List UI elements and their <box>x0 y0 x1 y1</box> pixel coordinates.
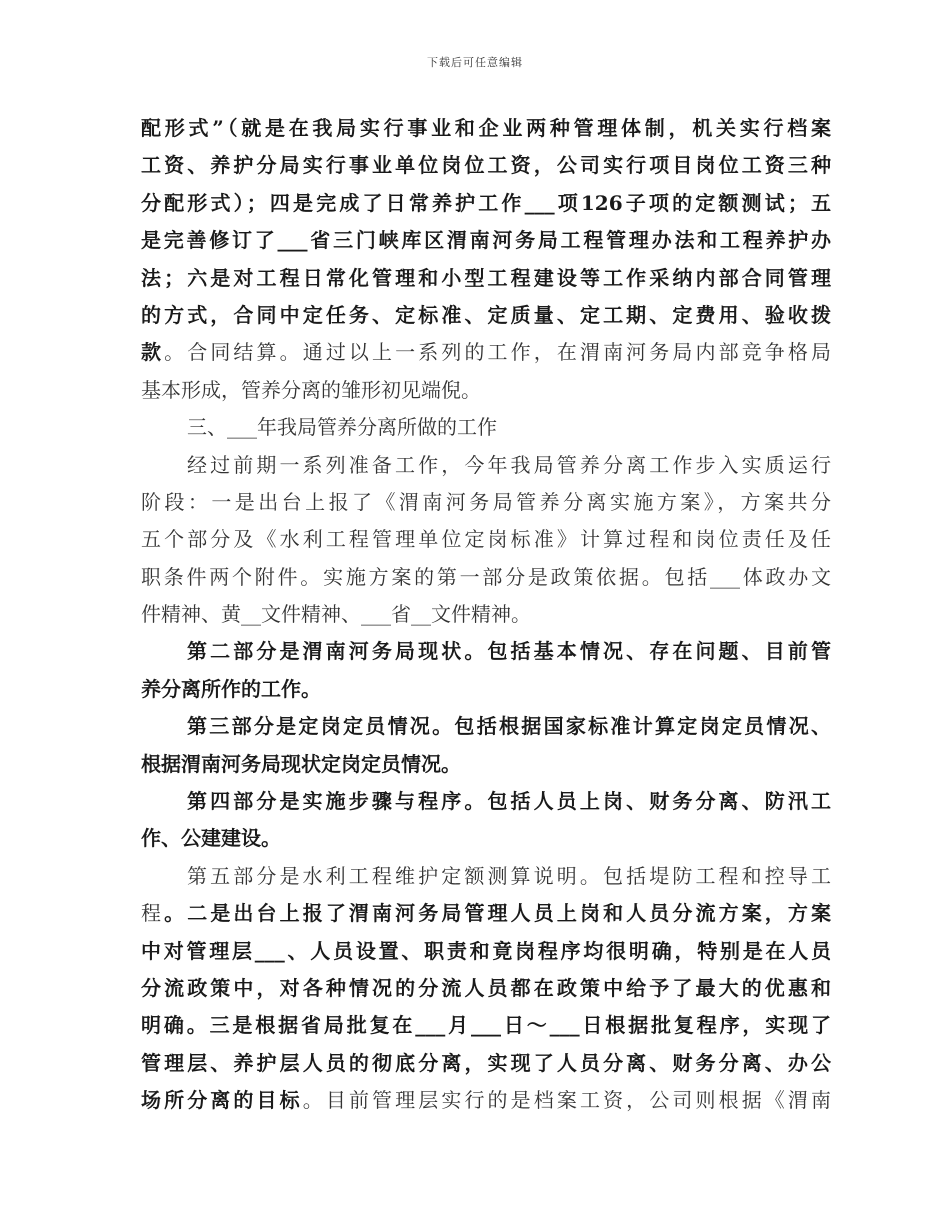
text-line: 第五部分是水利工程维护定额测算说明。包括堤防工程和控导工 <box>187 863 831 888</box>
text-line: 法；六是对工程日常化管理和小型工程建设等工作采纳内部合同管理 <box>141 265 831 290</box>
text-line: 作、公建建设。 <box>141 826 281 851</box>
text-line: 基本形成，管养分离的雏形初见端倪。 <box>141 377 481 402</box>
text-line: 第三部分是定岗定员情况。包括根据国家标准计算定岗定员情况、 <box>187 714 831 739</box>
text-line: 的方式，合同中定任务、定标准、定质量、定工期、定费用、验收拨 <box>141 302 831 327</box>
text-line: 款。合同结算。通过以上一系列的工作，在渭南河务局内部竞争格局 <box>141 340 832 365</box>
text-line: 是完善修订了___省三门峡库区渭南河务局工程管理办法和工程养护办 <box>141 228 831 253</box>
page-header: 下载后可任意编辑 <box>427 56 523 69</box>
text-line: 养分离所作的工作。 <box>141 676 321 701</box>
text-line: 场所分离的目标。目前管理层实行的是档案工资，公司则根据《渭南 <box>141 1088 832 1113</box>
text-line: 件精神、黄__文件精神、___省__文件精神。 <box>141 602 531 627</box>
text-line: 阶段：一是出台上报了《渭南河务局管养分离实施方案》，方案共分 <box>141 489 831 514</box>
text-line: 经过前期一系列准备工作，今年我局管养分离工作步入实质运行 <box>187 452 831 477</box>
text-line: 第四部分是实施步骤与程序。包括人员上岗、财务分离、防汛工 <box>187 789 831 814</box>
text-line: 管理层、养护层人员的彻底分离，实现了人员分离、财务分离、办公 <box>141 1050 831 1075</box>
text-line: 根据渭南河务局现状定岗定员情况。 <box>141 751 461 776</box>
text-line: 配形式”（就是在我局实行事业和企业两种管理体制，机关实行档案 <box>141 116 831 140</box>
text-line: 五个部分及《水利工程管理单位定岗标准》计算过程和岗位责任及任 <box>141 527 831 552</box>
text-line: 职条件两个附件。实施方案的第一部分是政策依据。包括___体政办文 <box>141 564 831 589</box>
text-line: 明确。三是根据省局批复在___月___日～___日根据批复程序，实现了 <box>141 1013 831 1038</box>
text-line: 程。二是出台上报了渭南河务局管理人员上岗和人员分流方案，方案 <box>141 901 832 926</box>
document-body <box>141 110 831 1120</box>
text-line: 中对管理层___、人员设置、职责和竟岗程序均很明确，特别是在人员 <box>141 938 831 963</box>
text-line: 工资、养护分局实行事业单位岗位工资，公司实行项目岗位工资三种 <box>141 153 831 178</box>
section-heading: 三、___年我局管养分离所做的工作 <box>187 415 497 440</box>
text-line: 分流政策中，对各种情况的分流人员都在政策中给予了最大的优惠和 <box>141 975 831 1000</box>
text-line: 第二部分是渭南河务局现状。包括基本情况、存在问题、目前管 <box>187 639 831 664</box>
text-line: 分配形式）；四是完成了日常养护工作___项126子项的定额测试；五 <box>141 190 831 215</box>
